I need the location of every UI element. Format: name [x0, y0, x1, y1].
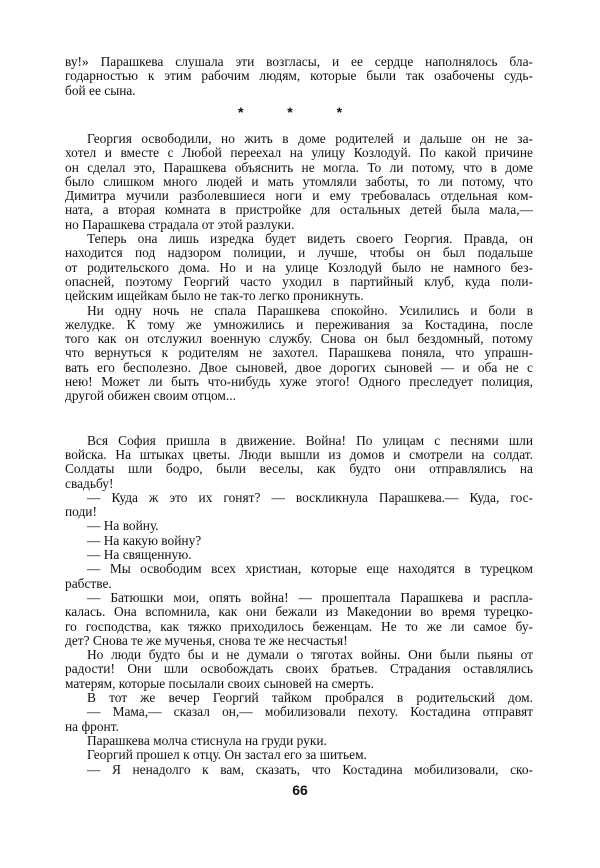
text-line: — На какую войну? [87, 533, 202, 548]
text-line: радости! Они шли освобождать своих братьев. Страдания оставлялись [65, 662, 533, 677]
text-line: свадьбу! [65, 476, 114, 491]
text-line: войска. На штыках цветы. Люди вышли из домов и смотрели на солдат. [65, 447, 533, 462]
text-line: на фронт. [65, 719, 119, 734]
text-line: Парашкева молча стиснула на груди руки. [87, 733, 327, 748]
text-line: — Мы освободим всех христиан, которые еще находятся в турецком [87, 562, 533, 577]
text-line: Георгия освободили, но жить в доме родителей и дальше он не за- [87, 131, 533, 146]
text-line: Солдаты шли бодро, были веселы, как будто они отправлялись на [65, 462, 533, 477]
text-line: — Батюшки мои, опять война! — прошептала Парашкева и распла- [87, 590, 533, 605]
text-line: Ни одну ночь не спала Парашкева спокойно. Усилились и боли в [87, 303, 533, 318]
text-line: ву!» Парашкева слушала эти возгласы, и ее сердце наполнялось бла- [65, 55, 533, 69]
text-line: желудке. К тому же умножились и переживания за Костадина, после [65, 317, 533, 332]
text-line: бой ее сына. [65, 83, 136, 98]
text-line: находится под надзором полиции, и лучше, чтобы он был подальше [65, 246, 533, 261]
text-line: того как он отслужил военную службу. Снова он был бездомный, потому [65, 332, 533, 347]
text-line: — Я ненадолго к вам, сказать, что Костадина мобилизовали, ско- [87, 762, 533, 777]
text-line: калась. Она вспомнила, как они бежали из Македонии во время турецко- [65, 605, 533, 620]
text-line: другой обижен своим отцом... [65, 389, 236, 404]
text-line: Но люди будто бы и не думали о тяготах войны. Они были пьяны от [87, 648, 533, 663]
text-line: — Куда ж это их гонят? — воскликнула Парашкева.— Куда, гос- [87, 490, 533, 505]
text-line: но Парашкева страдала от этой разлуки. [65, 217, 295, 232]
text-line: от родительского дома. Но и на улице Козлодуй было не намного без- [65, 260, 533, 275]
text-line: цейским ищейкам было не так-то легко проникнуть. [65, 289, 364, 304]
text-line: поди! [65, 505, 97, 520]
text-line: — На священную. [87, 548, 192, 562]
text-line: — Мама,— сказал он,— мобилизовали пехоту. Костадина отправят [87, 705, 533, 720]
text-line: годарностью к этим рабочим людям, которые были так озабочены судь- [65, 69, 533, 84]
text-line: было слишком много людей и мать утомляли заботы, то ли потому, что [65, 174, 533, 189]
text-line: опасней, поэтому Георгий часто уходил в партийный клуб, куда поли- [65, 274, 533, 289]
text-line: хотел и вместе с Любой переехал на улицу Козлодуй. По какой причине [65, 146, 533, 161]
text-line: что вернуться к родителям не захотел. Парашкева поняла, что упрашн- [65, 346, 533, 361]
text-line: он сделал это, Парашкева объяснить не могла. То ли потому, что в доме [65, 160, 533, 175]
text-line: — На войну. [87, 519, 159, 534]
text-line: Теперь она лишь изредка будет видеть своего Георгия. Правда, он [87, 232, 533, 246]
text-line: дет? Снова те же мученья, снова те же несчастья! [65, 633, 348, 648]
text-line: Георгий прошел к отцу. Он застал его за шитьем. [87, 748, 367, 763]
text-line: матерям, которые посылали своих сыновей на смерть. [65, 676, 374, 691]
text-line: рабстве. [65, 576, 112, 591]
text-line: Вся София пришла в движение. Война! По улицам с песнями шли [87, 433, 533, 448]
section-separator: * * * [237, 103, 363, 120]
text-line: В тот же вечер Георгий тайком пробрался в родительский дом. [87, 691, 533, 705]
text-line: го господства, как тяжко приходилось беженцам. Не то же ли самое бу- [65, 619, 533, 634]
text-line: Димитра мучили разболевшиеся ноги и ему требовалась отдельная ком- [65, 189, 533, 204]
text-line: ната, а вторая комната в пристройке для остальных детей была мала,— [65, 203, 533, 218]
text-line: вать его бесполезно. Двое сыновей, двое дорогих сыновей — и оба не с [65, 360, 533, 375]
page-number: 66 [292, 782, 308, 798]
text-line: нею! Может ли быть что-нибудь хуже этого! Одного преследует полиция, [65, 375, 533, 389]
